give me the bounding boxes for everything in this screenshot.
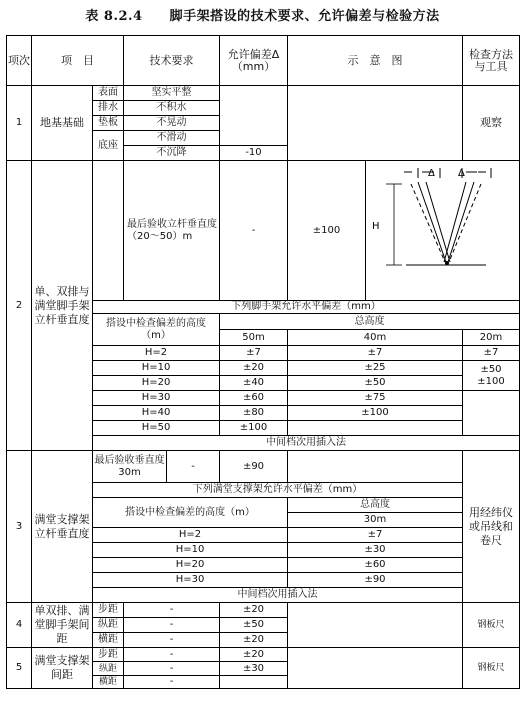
header-row	[7, 36, 520, 86]
row2-blank	[93, 161, 124, 301]
row1-item: 地基基础	[32, 86, 93, 161]
row1-dev-base: -10	[220, 146, 288, 161]
row3-item: 满堂支撑架立杆垂直度	[32, 451, 93, 603]
row4-item: 单双排、满堂脚手架间距	[32, 603, 93, 648]
row3-check-height-label: 搭设中检查偏差的高度（m）	[93, 498, 288, 528]
row2-v50: ±7	[220, 346, 288, 361]
row2-v40	[288, 421, 463, 436]
header-item: 项 目	[32, 36, 124, 86]
row4-req: -	[124, 633, 220, 648]
row2-total-height-label: 总高度	[220, 314, 520, 330]
row2-v20-group	[463, 361, 520, 391]
row1-req-pad: 不晃动	[124, 116, 220, 131]
verticality-diagram	[366, 161, 520, 301]
row4-req: -	[124, 603, 220, 618]
row3-h: H=10	[93, 543, 288, 558]
row1-req-drain: 不积水	[124, 101, 220, 116]
row2-interp: 中间档次用插入法	[93, 436, 520, 451]
row2-v40: ±7	[288, 346, 463, 361]
row2-h: H=40	[93, 406, 220, 421]
header-deviation: 允许偏差Δ（mm）	[220, 36, 288, 86]
row2-total-50: 50m	[220, 330, 288, 346]
row4-sub: 纵距	[93, 618, 124, 633]
row1-req-base-2: 不沉降	[124, 146, 220, 161]
table-row	[7, 451, 520, 483]
row5-diagram-empty	[288, 648, 463, 689]
row2-v40: ±50	[288, 376, 463, 391]
row2-h: H=2	[93, 346, 220, 361]
row3-total-height-label: 总高度	[288, 498, 463, 513]
row1-sub-base: 底座	[93, 131, 124, 161]
table-row	[7, 603, 520, 618]
row2-v50: ±80	[220, 406, 288, 421]
header-tech: 技术要求	[124, 36, 220, 86]
row4-sub: 步距	[93, 603, 124, 618]
row5-no: 5	[7, 648, 32, 689]
row3-v: ±60	[288, 558, 463, 573]
row2-v20: ±7	[463, 346, 520, 361]
row2-check-height-label: 搭设中检查偏差的高度（m）	[93, 314, 220, 346]
row2-v40: ±25	[288, 361, 463, 376]
row2-v40: ±75	[288, 391, 463, 406]
row3-v: ±90	[288, 573, 463, 588]
row2-v50: ±100	[220, 421, 288, 436]
row3-interp: 中间档次用插入法	[93, 588, 463, 603]
row2-table-caption: 下列脚手架允许水平偏差（mm）	[93, 301, 520, 314]
row2-no: 2	[7, 161, 32, 451]
row5-dev: ±20	[220, 648, 288, 662]
row4-dev: ±20	[220, 633, 288, 648]
header-diagram: 示 意 图	[288, 36, 463, 86]
row5-sub: 横距	[93, 676, 124, 689]
row3-h: H=20	[93, 558, 288, 573]
row2-total-40: 40m	[288, 330, 463, 346]
header-no: 项次	[7, 36, 32, 86]
row3-v: ±30	[288, 543, 463, 558]
row2-v20-empty	[463, 391, 520, 436]
row5-dev	[220, 676, 288, 689]
row5-req: -	[124, 676, 220, 689]
row3-diagram-empty	[288, 451, 463, 483]
row3-final-dev: ±90	[220, 451, 288, 483]
delta-right-label: Δ	[458, 167, 465, 179]
row3-final-label: 最后验收垂直度 30m	[93, 451, 167, 483]
row4-dev: ±20	[220, 603, 288, 618]
row4-no: 4	[7, 603, 32, 648]
row1-diagram-empty	[288, 86, 463, 161]
row2-v50: ±40	[220, 376, 288, 391]
table-row	[7, 648, 520, 662]
row4-method: 钢板尺	[463, 603, 520, 648]
row3-table-caption: 下列满堂支撑架允许水平偏差（mm）	[93, 483, 463, 498]
row5-method: 钢板尺	[463, 648, 520, 689]
verticality-diagram-svg	[366, 162, 519, 300]
table-row	[7, 86, 520, 101]
row5-sub: 纵距	[93, 662, 124, 676]
row3-total-30: 30m	[288, 513, 463, 528]
row2-final-req: -	[220, 161, 288, 301]
row1-method: 观察	[463, 86, 520, 161]
table-row	[7, 161, 520, 301]
row2-final-dev: ±100	[288, 161, 366, 301]
row5-item: 满堂支撑架间距	[32, 648, 93, 689]
row3-no: 3	[7, 451, 32, 603]
row2-h: H=50	[93, 421, 220, 436]
row2-v50: ±60	[220, 391, 288, 406]
row3-h: H=30	[93, 573, 288, 588]
row4-dev: ±50	[220, 618, 288, 633]
header-method: 检查方法与工具	[463, 36, 520, 86]
row1-no: 1	[7, 86, 32, 161]
row2-h: H=20	[93, 376, 220, 391]
row2-total-20: 20m	[463, 330, 520, 346]
row4-req: -	[124, 618, 220, 633]
row2-final-label: 最后验收立杆垂直度（20～50）m	[124, 161, 220, 301]
row1-sub-drain: 排水	[93, 101, 124, 116]
spec-table	[6, 35, 520, 689]
row5-sub: 步距	[93, 648, 124, 662]
row1-req-base-1: 不滑动	[124, 131, 220, 146]
row5-req: -	[124, 648, 220, 662]
diagram-h-label: H	[372, 220, 380, 232]
delta-left-label: Δ	[428, 167, 435, 179]
row1-req-surface: 坚实平整	[124, 86, 220, 101]
row2-v20: ±50	[480, 363, 502, 375]
row1-sub-pad: 垫板	[93, 116, 124, 131]
row5-dev: ±30	[220, 662, 288, 676]
row2-h: H=30	[93, 391, 220, 406]
row3-v: ±7	[288, 528, 463, 543]
row4-diagram-empty	[288, 603, 463, 648]
row2-v20: ±100	[477, 375, 505, 387]
row2-v40: ±100	[288, 406, 463, 421]
row4-sub: 横距	[93, 633, 124, 648]
row3-final-req: -	[167, 451, 220, 483]
row3-h: H=2	[93, 528, 288, 543]
row3-method: 用经纬仪或吊线和卷尺	[463, 451, 520, 603]
row2-v50: ±20	[220, 361, 288, 376]
row1-sub-surface: 表面	[93, 86, 124, 101]
row2-h: H=10	[93, 361, 220, 376]
row5-req: -	[124, 662, 220, 676]
row2-item: 单、双排与满堂脚手架立杆垂直度	[32, 161, 93, 451]
table-title: 表 8.2.4 脚手架搭设的技术要求、允许偏差与检验方法	[85, 9, 440, 24]
row1-dev-empty	[220, 86, 288, 146]
